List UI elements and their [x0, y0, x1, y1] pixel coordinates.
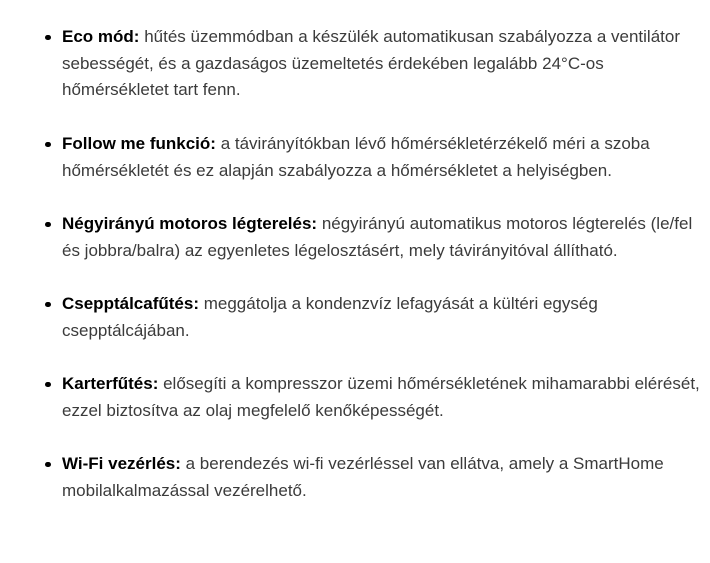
bullet-dot-icon — [45, 222, 51, 228]
feature-description: a távirányítókban lévő hőmérsékletérzékelő méri a szoba hőmérsékletét és ez alapján szabályozza a hőmérsékletet a helyiségben. — [62, 133, 650, 180]
feature-description: hűtés üzemmódban a készülék automatikusan szabályozza a ventilátor sebességét, és a gazdaságos üzemeltetés érdekében legalább 24°C-os hőmérsékletet tart fenn. — [62, 27, 680, 100]
list-item — [0, 131, 700, 184]
feature-description: négyirányú automatikus motoros légterelés (le/fel és jobbra/balra) az egyenletes légelosztásért, mely távirányitóval állítható. — [62, 213, 693, 260]
bullet-dot-icon — [45, 382, 51, 388]
list-item — [0, 371, 700, 424]
list-item — [0, 291, 700, 344]
list-item — [0, 451, 700, 504]
feature-description: a berendezés wi-fi vezérléssel van ellátva, amely a SmartHome mobilalkalmazással vezérelhető. — [62, 454, 664, 500]
feature-description: meggátolja a kondenzvíz lefagyását a kültéri egység csepptálcájában. — [62, 293, 598, 340]
feature-description: elősegíti a kompresszor üzemi hőmérsékletének mihamarabbi elérését, ezzel biztosítva az olaj megfelelő kenőképességét. — [62, 374, 700, 420]
bullet-dot-icon — [45, 462, 51, 468]
list-item — [0, 24, 700, 104]
list-item — [0, 211, 700, 264]
feature-title: Csepptálcafűtés: — [62, 293, 199, 313]
feature-title: Follow me funkció: — [62, 133, 216, 153]
feature-title: Négyirányú motoros légterelés: — [62, 213, 318, 233]
feature-title: Eco mód: — [62, 27, 140, 46]
bullet-dot-icon — [45, 142, 51, 148]
bullet-dot-icon — [45, 302, 51, 308]
feature-title: Wi-Fi vezérlés: — [62, 454, 181, 474]
bullet-dot-icon — [45, 35, 51, 41]
feature-title: Karterfűtés: — [62, 374, 159, 394]
